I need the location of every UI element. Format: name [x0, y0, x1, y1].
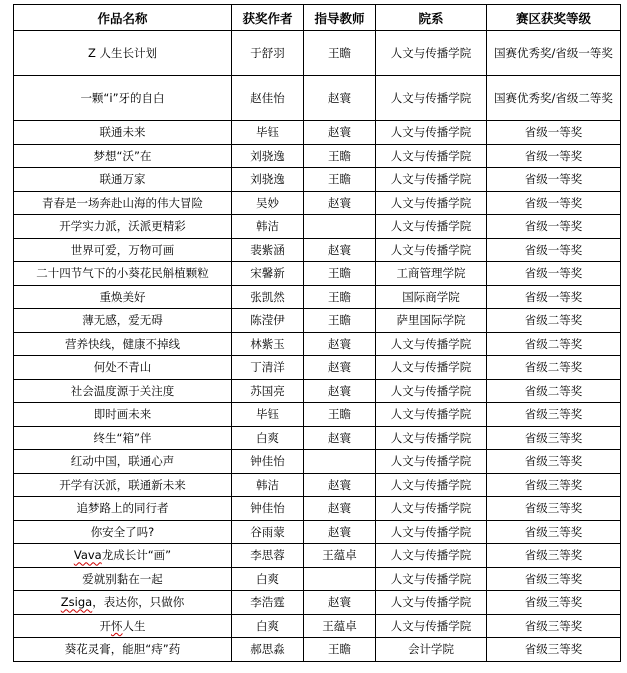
cell-department: 人文与传播学院 [376, 520, 487, 544]
cell-author: 吴妙 [232, 191, 304, 215]
title-text: 你安全了吗? [90, 524, 155, 539]
cell-title [14, 238, 232, 262]
title-text: 联通未来 [99, 125, 146, 140]
title-text: 营养快线，健康不掉线 [65, 336, 180, 351]
cell-department: 人文与传播学院 [376, 379, 487, 403]
title-flagged-word: Vava [73, 548, 102, 563]
table-row [14, 426, 621, 450]
cell-award: 国赛优秀奖/省级一等奖 [487, 31, 621, 76]
table-row [14, 403, 621, 427]
table-row [14, 379, 621, 403]
table-row [14, 473, 621, 497]
cell-title [14, 121, 232, 145]
cell-award: 省级一等奖 [487, 215, 621, 239]
title-text: 联通万家 [99, 172, 146, 187]
table-row [14, 356, 621, 380]
cell-department: 人文与传播学院 [376, 614, 487, 638]
title-text: 青春是一场奔赴山海的伟大冒险 [42, 195, 203, 210]
title-text: 世界可爱，万物可画 [70, 242, 175, 257]
cell-department: 工商管理学院 [376, 262, 487, 286]
title-text: 何处不青山 [93, 360, 152, 375]
table-header-row [14, 5, 621, 31]
table-row [14, 614, 621, 638]
award-table-container [13, 4, 621, 662]
cell-department: 人文与传播学院 [376, 332, 487, 356]
cell-award: 省级三等奖 [487, 403, 621, 427]
cell-department: 人文与传播学院 [376, 567, 487, 591]
cell-title [14, 168, 232, 192]
cell-author: 白爽 [232, 614, 304, 638]
title-text: 一颗“i”牙的自白 [80, 91, 165, 105]
cell-award: 省级三等奖 [487, 450, 621, 474]
table-body [14, 31, 621, 662]
cell-advisor: 赵寰 [304, 76, 376, 121]
table-row [14, 238, 621, 262]
cell-title [14, 309, 232, 333]
title-text: 二十四节气下的小葵花民斛植颗粒 [36, 266, 209, 281]
cell-department: 人文与传播学院 [376, 238, 487, 262]
cell-award: 省级三等奖 [487, 614, 621, 638]
table-row [14, 309, 621, 333]
cell-award: 省级三等奖 [487, 591, 621, 615]
table-row [14, 332, 621, 356]
cell-department: 人文与传播学院 [376, 426, 487, 450]
cell-department: 人文与传播学院 [376, 215, 487, 239]
cell-advisor: 赵寰 [304, 426, 376, 450]
title-text: 龙成长计“画” [101, 548, 172, 563]
title-text: 社会温度源于关注度 [70, 383, 175, 398]
cell-department: 人文与传播学院 [376, 450, 487, 474]
cell-advisor: 赵寰 [304, 356, 376, 380]
title-text: 开学实力派，沃派更精彩 [59, 219, 186, 234]
cell-author: 林紫玉 [232, 332, 304, 356]
table-row [14, 262, 621, 286]
cell-title [14, 31, 232, 76]
cell-award: 省级二等奖 [487, 379, 621, 403]
cell-award: 省级二等奖 [487, 356, 621, 380]
award-table [13, 4, 621, 662]
header-author: 获奖作者 [232, 5, 304, 31]
table-row [14, 544, 621, 568]
cell-author: 韩洁 [232, 473, 304, 497]
cell-award: 省级二等奖 [487, 309, 621, 333]
cell-author: 裴紫涵 [232, 238, 304, 262]
cell-author: 钟佳怡 [232, 450, 304, 474]
cell-title [14, 285, 232, 309]
cell-title [14, 614, 232, 638]
table-row [14, 76, 621, 121]
cell-award: 省级一等奖 [487, 191, 621, 215]
cell-advisor: 王瞻 [304, 262, 376, 286]
cell-author: 于舒羽 [232, 31, 304, 76]
cell-advisor: 赵寰 [304, 591, 376, 615]
title-text: 终生“箱”伴 [93, 430, 152, 445]
table-row [14, 168, 621, 192]
title-text: 薄无感，爱无碍 [82, 313, 163, 328]
cell-author: 白爽 [232, 567, 304, 591]
cell-advisor [304, 567, 376, 591]
cell-department: 萨里国际学院 [376, 309, 487, 333]
cell-title [14, 356, 232, 380]
table-row [14, 31, 621, 76]
cell-author: 郝思淼 [232, 638, 304, 662]
cell-title [14, 215, 232, 239]
table-row [14, 638, 621, 662]
title-text: 开学有沃派，联通新未来 [59, 477, 186, 492]
cell-advisor: 赵寰 [304, 121, 376, 145]
cell-department: 人文与传播学院 [376, 76, 487, 121]
header-advisor: 指导教师 [304, 5, 376, 31]
cell-department: 国际商学院 [376, 285, 487, 309]
cell-advisor: 赵寰 [304, 379, 376, 403]
cell-advisor: 赵寰 [304, 332, 376, 356]
cell-award: 省级二等奖 [487, 332, 621, 356]
cell-title [14, 520, 232, 544]
title-flagged-word: Zsiga [60, 595, 93, 610]
cell-advisor: 赵寰 [304, 238, 376, 262]
table-row [14, 191, 621, 215]
cell-award: 省级三等奖 [487, 638, 621, 662]
cell-department: 人文与传播学院 [376, 356, 487, 380]
cell-author: 苏国亮 [232, 379, 304, 403]
cell-department: 人文与传播学院 [376, 473, 487, 497]
table-row [14, 285, 621, 309]
cell-award: 省级三等奖 [487, 497, 621, 521]
cell-department: 人文与传播学院 [376, 591, 487, 615]
cell-title [14, 76, 232, 121]
table-row [14, 520, 621, 544]
cell-department: 人文与传播学院 [376, 544, 487, 568]
cell-advisor: 王瞻 [304, 403, 376, 427]
header-title: 作品名称 [14, 5, 232, 31]
cell-author: 刘骁逸 [232, 144, 304, 168]
cell-award: 省级三等奖 [487, 473, 621, 497]
table-row [14, 215, 621, 239]
cell-department: 人文与传播学院 [376, 403, 487, 427]
cell-author: 赵佳怡 [232, 76, 304, 121]
cell-advisor: 王瞻 [304, 144, 376, 168]
table-row [14, 144, 621, 168]
cell-award: 省级三等奖 [487, 544, 621, 568]
table-row [14, 591, 621, 615]
header-department: 院系 [376, 5, 487, 31]
title-text: 即时画未来 [93, 407, 152, 422]
cell-title [14, 262, 232, 286]
title-text: 爱就别黏在一起 [82, 571, 163, 586]
cell-author: 毕钰 [232, 121, 304, 145]
cell-award: 省级一等奖 [487, 168, 621, 192]
cell-title [14, 497, 232, 521]
cell-award: 省级一等奖 [487, 285, 621, 309]
table-row [14, 121, 621, 145]
cell-title [14, 332, 232, 356]
title-prefix: 开 [99, 618, 111, 633]
cell-title [14, 450, 232, 474]
cell-award: 省级一等奖 [487, 144, 621, 168]
table-row [14, 567, 621, 591]
cell-author: 陈滢伊 [232, 309, 304, 333]
cell-author: 李浩霆 [232, 591, 304, 615]
cell-department: 人文与传播学院 [376, 121, 487, 145]
cell-title [14, 403, 232, 427]
cell-advisor: 王蕴卓 [304, 614, 376, 638]
title-text: 追梦路上的同行者 [76, 501, 169, 516]
cell-award: 省级一等奖 [487, 238, 621, 262]
cell-advisor: 王瞻 [304, 309, 376, 333]
cell-department: 人文与传播学院 [376, 144, 487, 168]
cell-advisor: 王瞻 [304, 31, 376, 76]
cell-author: 张凯然 [232, 285, 304, 309]
cell-department: 会计学院 [376, 638, 487, 662]
cell-title [14, 426, 232, 450]
cell-award: 国赛优秀奖/省级二等奖 [487, 76, 621, 121]
title-text: 红动中国，联通心声 [70, 454, 175, 469]
cell-advisor: 赵寰 [304, 473, 376, 497]
title-flagged-word: 怀 [111, 618, 123, 633]
cell-author: 刘骁逸 [232, 168, 304, 192]
title-text: Z 人生长计划 [87, 46, 158, 60]
cell-advisor [304, 450, 376, 474]
cell-title [14, 591, 232, 615]
cell-author: 韩洁 [232, 215, 304, 239]
cell-award: 省级三等奖 [487, 520, 621, 544]
cell-advisor: 王瞻 [304, 168, 376, 192]
cell-advisor: 赵寰 [304, 520, 376, 544]
cell-author: 白爽 [232, 426, 304, 450]
cell-title [14, 567, 232, 591]
cell-department: 人文与传播学院 [376, 191, 487, 215]
cell-title [14, 191, 232, 215]
cell-author: 毕钰 [232, 403, 304, 427]
cell-award: 省级三等奖 [487, 426, 621, 450]
cell-advisor: 王蕴卓 [304, 544, 376, 568]
cell-title [14, 379, 232, 403]
cell-advisor [304, 215, 376, 239]
cell-advisor: 赵寰 [304, 191, 376, 215]
cell-award: 省级三等奖 [487, 567, 621, 591]
cell-title [14, 544, 232, 568]
cell-title [14, 473, 232, 497]
cell-author: 钟佳怡 [232, 497, 304, 521]
cell-award: 省级一等奖 [487, 262, 621, 286]
title-text: 葵花灵膏，能胆“痔”药 [64, 642, 181, 657]
table-row [14, 497, 621, 521]
cell-author: 丁清洋 [232, 356, 304, 380]
cell-award: 省级一等奖 [487, 121, 621, 145]
cell-author: 谷雨蒙 [232, 520, 304, 544]
cell-advisor: 王瞻 [304, 638, 376, 662]
title-text: 梦想“沃”在 [93, 148, 152, 163]
cell-advisor: 王瞻 [304, 285, 376, 309]
cell-department: 人文与传播学院 [376, 168, 487, 192]
cell-title [14, 638, 232, 662]
cell-author: 宋馨新 [232, 262, 304, 286]
title-text: 重焕美好 [99, 289, 146, 304]
cell-title [14, 144, 232, 168]
header-award: 赛区获奖等级 [487, 5, 621, 31]
title-text: ，表达你，只做你 [92, 595, 185, 610]
title-text: 人生 [122, 618, 146, 633]
table-row [14, 450, 621, 474]
cell-author: 李思蓉 [232, 544, 304, 568]
cell-department: 人文与传播学院 [376, 497, 487, 521]
cell-department: 人文与传播学院 [376, 31, 487, 76]
cell-advisor: 赵寰 [304, 497, 376, 521]
